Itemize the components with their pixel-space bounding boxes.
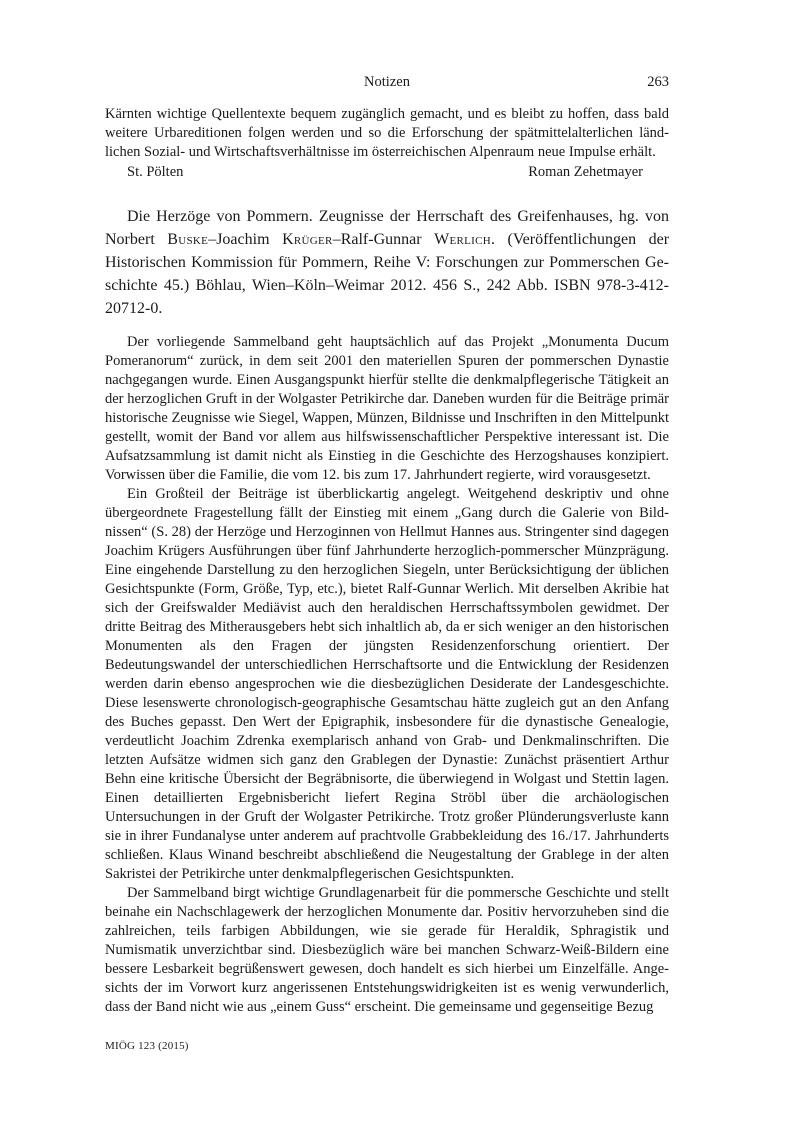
- book-publication-details: . (Veröffentlichungen der Historischen Kommission für Pommern, Reihe V: Forschungen zur Pommerschen Geschichte 45.) Böhlau, Wien–Köln–Weimar 2012. 456 S., 242 Abb. ISBN 978-3-412-20712-0.: [105, 231, 670, 317]
- previous-review-closing-paragraph: Kärnten wichtige Quellentexte bequem zugänglich gemacht, und es bleibt zu hoffen, dass bald weitere Urbareditionen folgen werden und so die Erforschung der spätmittelalterlichen ländlichen Sozial- und Wirtschaftsverhältnisse im österreichischen Alpenraum neue Impulse erhält.: [105, 106, 669, 160]
- editor-separator-1: –Joachim: [208, 231, 270, 248]
- review-text: [105, 333, 669, 1017]
- previous-review-signature: [105, 163, 669, 185]
- editor-separator-2: –Ralf-Gunnar: [332, 231, 422, 248]
- editor-krueger: Krüger: [282, 231, 333, 248]
- editor-werlich: Werlich: [434, 231, 492, 248]
- review-paragraph-1: Der vorliegende Sammelband geht hauptsächlich auf das Projekt „Monumenta Ducum Pomeranorum“ zurück, in dem seit 2001 den materiellen Spuren der pommerschen Dynastie nachgegangen wurde. Einen Ausgangspunkt hierfür stellte die denkmalpflegerische Tätigkeit an der herzoglichen Gruft in der Wolgaster Petrikirche dar. Daneben wurden für die Beiträge primär historische Zeugnisse wie Siegel, Wappen, Münzen, Bildnisse und Inschriften in den Mittelpunkt gestellt, womit der Band vor allem aus hilfswissenschaftlicher Perspektive interessant ist. Die Aufsatzsammlung ist damit nicht als Einstieg in die Geschichte des Herzogshauses konzipiert. Vorwissen über die Familie, die vom 12. bis zum 17. Jahrhundert regierte, wird vorausgesetzt.: [105, 334, 669, 483]
- page-body: [105, 105, 669, 1017]
- page: [105, 0, 669, 1129]
- page-number: 263: [647, 74, 669, 90]
- reviewer-name: Roman Zehetmayer: [528, 164, 643, 180]
- book-title: Die Herzöge von Pommern. Zeugnisse der Herrschaft des Greifenhauses, hg. von Norbert: [105, 208, 669, 248]
- editor-buske: Buske: [167, 231, 209, 248]
- reviewer-place: St. Pölten: [127, 164, 184, 180]
- review-paragraph-3: Der Sammelband birgt wichtige Grundlagenarbeit für die pommersche Geschichte und stellt beinahe ein Nachschlagewerk der herzoglichen Monumente dar. Positiv hervorzuheben sind die zahlreichen, teils farbigen Abbildungen, wie sie gerade für Heraldik, Sphragistik und Numismatik unverzichtbar sind. Diesbezüglich wäre bei manchen Schwarz-Weiß-Bildern eine bessere Lesbarkeit begrüßenswert gewesen, doch handelt es sich hierbei um Einzelfälle. Angesichts der im Vorwort kurz angerissenen Entstehungswidrigkeiten ist es wenig verwunderlich, dass der Band nicht wie aus „einem Guss“ erscheint. Die gemeinsame und gegenseitige Bezug: [105, 885, 669, 1015]
- running-head: [105, 74, 669, 94]
- review-paragraph-2: Ein Großteil der Beiträge ist überblickartig angelegt. Weitgehend deskriptiv und ohne übergeordnete Fragestellung fällt der Einstieg mit einem „Gang durch die Galerie von Bildnissen“ (S. 28) der Herzöge und Herzoginnen von Hellmut Hannes aus. Stringenter sind dagegen Joachim Krügers Ausführungen über fünf Jahrhunderte herzoglich-pommerscher Münzprägung. Eine eingehende Darstellung zu den herzoglichen Siegeln, unter Berücksichtigung der üblichen Gesichtspunkte (Form, Größe, Typ, etc.), bietet Ralf-Gunnar Werlich. Mit derselben Akribie hat sich der Greifswalder Mediävist auch den heraldischen Herrschaftssymbolen gewidmet. Der dritte Beitrag des Mitherausgebers hebt sich inhaltlich ab, da er sich weniger an den historischen Monumenten als den Fragen der jüngsten Residenzenforschung orientiert. Der Bedeutungswandel der unterschiedlichen Herrschaftsorte und die Entwicklung der Residenzen werden darin ebenso angesprochen wie die diesbezüglichen Desiderate der Landesgeschichte. Diese lesenswerte chronologisch-geographische Gesamtschau hätte zugleich gut an den Anfang des Buches gepasst. Den Wert der Epigraphik, insbesondere für die dynastische Genealogie, verdeutlicht Joachim Zdrenka exemplarisch anhand von Grab- und Denkmalinschriften. Die letzten Aufsätze widmen sich ganz den Grablegen der Dynastie: Zunächst präsentiert Arthur Behn eine kritische Übersicht der Begräbnisorte, die überwiegend in Wolgast und Stettin lagen. Einen detaillierten Ergebnisbericht liefert Regina Ströbl über die archäologischen Untersuchungen in der Gruft der Wolgaster Petrikirche. Trotz großer Plünderungsverluste kann sie in ihrer Fundanalyse unter anderem auf prachtvolle Grabbekleidung des 16./17. Jahrhunderts schließen. Klaus Winand beschreibt abschließend die Neugestaltung der Grablege in der alten Sakristei der Petrikirche unter denkmalpflegerischen Gesichtspunkten.: [105, 486, 669, 882]
- running-title: Notizen: [364, 74, 410, 90]
- book-citation: [105, 205, 669, 320]
- journal-footer: MIÖG 123 (2015): [105, 1040, 189, 1052]
